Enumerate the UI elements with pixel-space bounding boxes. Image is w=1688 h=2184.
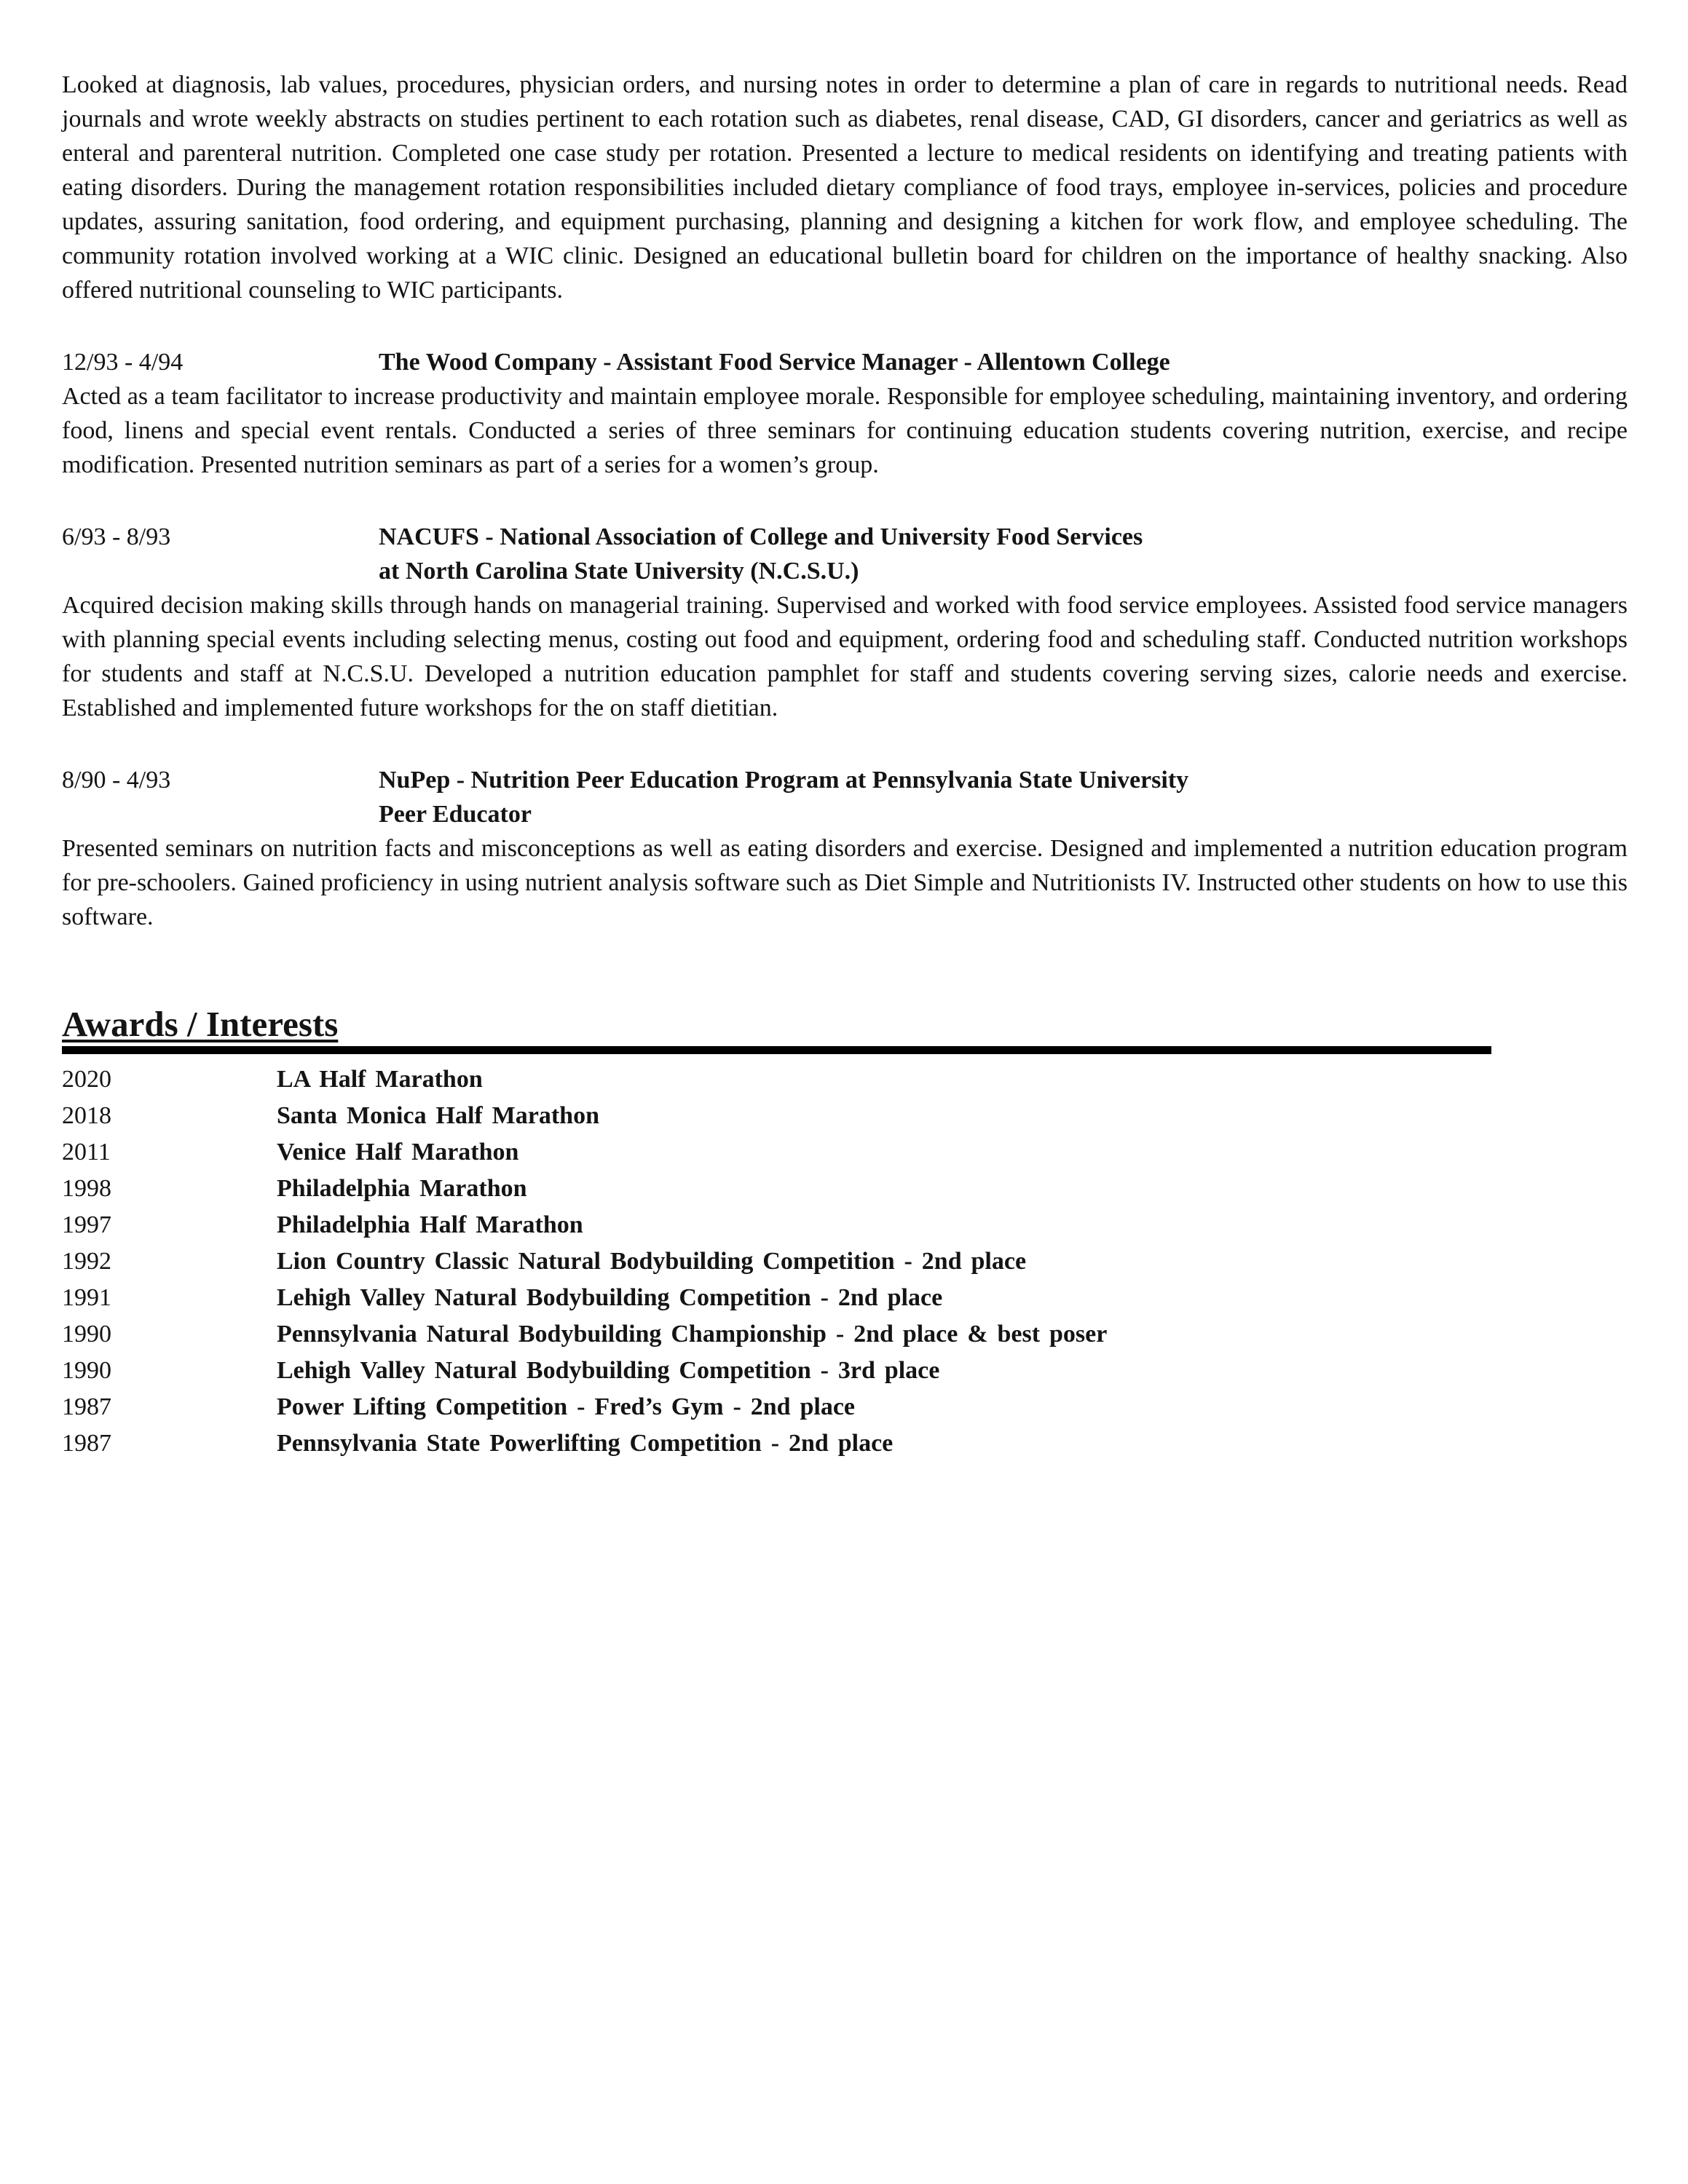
awards-section	[62, 1004, 1628, 1462]
awards-heading-rule	[62, 1004, 1491, 1054]
award-row	[62, 1280, 1628, 1316]
entry-titles	[379, 345, 1628, 379]
entry-title: NACUFS - National Association of College and University Food Services	[379, 523, 1143, 550]
entry-title: The Wood Company - Assistant Food Service Manager - Allentown College	[379, 349, 1170, 376]
award-row	[62, 1316, 1628, 1353]
award-row	[62, 1171, 1628, 1207]
entry-header	[62, 763, 1628, 831]
entry-date: 6/93 - 8/93	[62, 523, 171, 550]
award-title: Lion Country Classic Natural Bodybuilding Competition - 2nd place	[277, 1248, 1027, 1275]
experience-entry-wood-company	[62, 345, 1628, 482]
award-row	[62, 1353, 1628, 1389]
award-row	[62, 1061, 1628, 1098]
award-year: 2018	[62, 1102, 111, 1129]
award-title: Pennsylvania Natural Bodybuilding Championship - 2nd place & best poser	[277, 1321, 1108, 1348]
intro-paragraph: Looked at diagnosis, lab values, procedures, physician orders, and nursing notes in order to determine a plan of care in regards to nutritional needs. Read journals and wrote weekly abstracts on studies pertinent to each rotation such as diabetes, renal disease, CAD, GI disorders, cancer and geriatrics as well as enteral and parenteral nutrition. Completed one case study per rotation. Presented a lecture to medical residents on identifying and treating patients with eating disorders. During the management rotation responsibilities included dietary compliance of food trays, employee in-services, policies and procedure updates, assuring sanitation, food ordering, and equipment purchasing, planning and designing a kitchen for work flow, and employee scheduling. The community rotation involved working at a WIC clinic. Designed an educational bulletin board for children on the importance of healthy snacking. Also offered nutritional counseling to WIC participants.	[62, 71, 1628, 304]
experience-entry-nupep	[62, 763, 1628, 934]
entry-header	[62, 345, 1628, 379]
award-year: 1987	[62, 1393, 111, 1420]
award-year: 1997	[62, 1211, 111, 1238]
award-year: 2020	[62, 1066, 111, 1093]
award-row	[62, 1425, 1628, 1462]
entry-subtitle: at North Carolina State University (N.C.S.U.)	[379, 558, 859, 585]
award-title: Pennsylvania State Powerlifting Competition - 2nd place	[277, 1430, 894, 1457]
award-title: Santa Monica Half Marathon	[277, 1102, 599, 1129]
award-title: Lehigh Valley Natural Bodybuilding Competition - 2nd place	[277, 1284, 943, 1311]
entry-titles	[379, 520, 1628, 588]
award-year: 1987	[62, 1430, 111, 1457]
award-year: 1990	[62, 1321, 111, 1348]
award-title: Lehigh Valley Natural Bodybuilding Competition - 3rd place	[277, 1357, 940, 1384]
entry-subtitle: Peer Educator	[379, 801, 532, 828]
entry-date: 8/90 - 4/93	[62, 767, 171, 794]
entry-title: NuPep - Nutrition Peer Education Program at Pennsylvania State University	[379, 767, 1189, 794]
award-row	[62, 1243, 1628, 1280]
award-year: 1992	[62, 1248, 111, 1275]
entry-description: Acted as a team facilitator to increase productivity and maintain employee morale. Responsible for employee scheduling, maintaining inventory, and ordering food, linens and special event rentals. Conducted a series of three seminars for continuing education students covering nutrition, exercise, and recipe modification. Presented nutrition seminars as part of a series for a women’s group.	[62, 383, 1628, 478]
award-year: 1998	[62, 1175, 111, 1202]
award-row	[62, 1098, 1628, 1134]
experience-entry-nacufs	[62, 520, 1628, 725]
entry-header	[62, 520, 1628, 588]
award-year: 1991	[62, 1284, 111, 1311]
entry-description: Acquired decision making skills through hands on managerial training. Supervised and worked with food service employees. Assisted food service managers with planning special events including selecting menus, costing out food and equipment, ordering food and scheduling staff. Conducted nutrition workshops for students and staff at N.C.S.U. Developed a nutrition education pamphlet for staff and students covering serving sizes, calorie needs and exercise. Established and implemented future workshops for the on staff dietitian.	[62, 592, 1628, 721]
award-title: Philadelphia Marathon	[277, 1175, 527, 1202]
award-year: 1990	[62, 1357, 111, 1384]
awards-section-heading: Awards / Interests	[62, 1004, 339, 1044]
award-title: LA Half Marathon	[277, 1066, 483, 1093]
award-row	[62, 1134, 1628, 1171]
award-year: 2011	[62, 1139, 111, 1166]
entry-description: Presented seminars on nutrition facts and misconceptions as well as eating disorders and exercise. Designed and implemented a nutrition education program for pre-schoolers. Gained proficiency in using nutrient analysis software such as Diet Simple and Nutritionists IV. Instructed other students on how to use this software.	[62, 835, 1628, 930]
award-title: Venice Half Marathon	[277, 1139, 519, 1166]
award-title: Power Lifting Competition - Fred’s Gym - 2nd place	[277, 1393, 856, 1420]
entry-date: 12/93 - 4/94	[62, 349, 184, 376]
award-row	[62, 1389, 1628, 1425]
entry-titles	[379, 763, 1628, 831]
award-row	[62, 1207, 1628, 1243]
award-title: Philadelphia Half Marathon	[277, 1211, 583, 1238]
